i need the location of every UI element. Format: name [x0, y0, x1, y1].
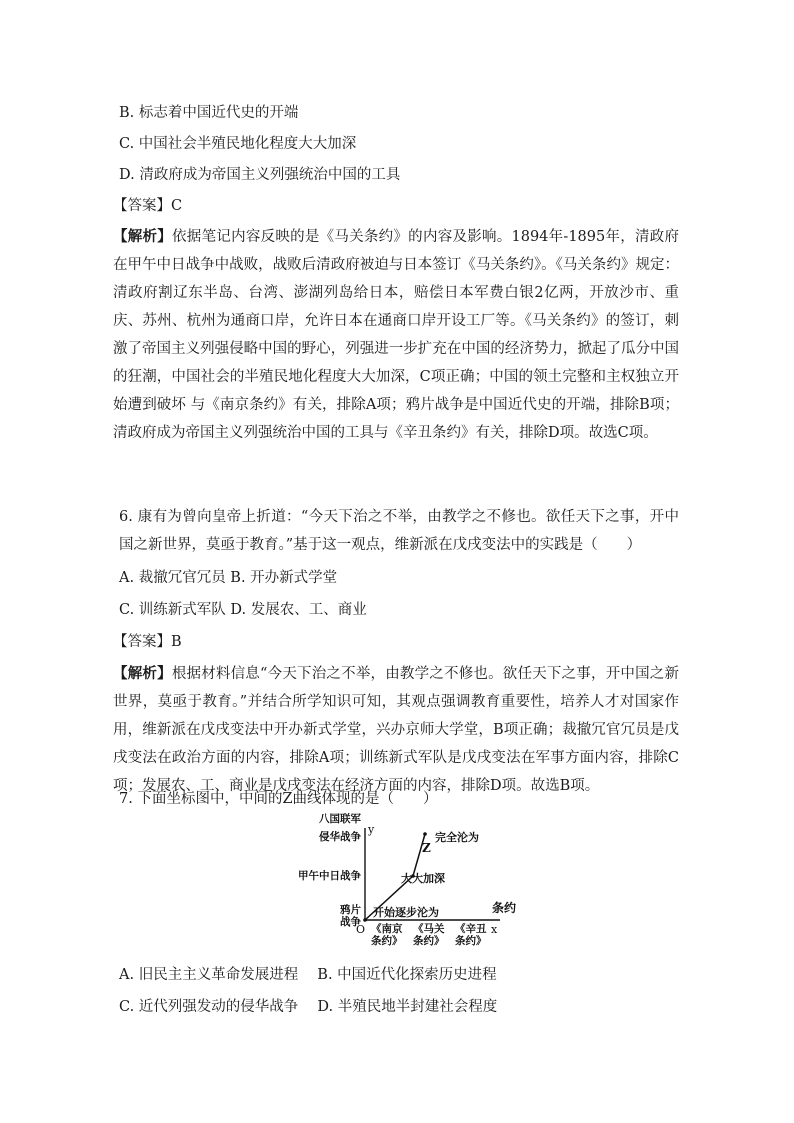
x-axis-letter: x — [491, 923, 498, 936]
curve-point-label-3: 完全沦为 — [435, 831, 479, 844]
q5-option-c: C. 中国社会半殖民地化程度大大加深 — [119, 136, 357, 152]
q5-analysis — [113, 223, 679, 447]
y-axis-label: y — [368, 823, 375, 836]
q7-options-ab: A. 旧民主主义革命发展进程 B. 中国近代化探索历史进程 — [119, 967, 497, 983]
q6-analysis-tag: 【解析】 — [113, 665, 172, 682]
curve-point-label-1: 开始逐步沦为 — [373, 906, 439, 919]
y-tick-label-3-1: 八国联军 — [319, 813, 361, 825]
x-tick-label-1-2: 条约》 — [371, 935, 403, 947]
curve-point-label-2: 大大加深 — [401, 872, 445, 885]
q7-options-cd: C. 近代列强发动的侵华战争 D. 半殖民地半封建社会程度 — [119, 999, 498, 1015]
q6-stem: 6. 康有为曾向皇帝上折道：“今天下治之不举，由教学之不修也。欲任天下之事，开中国之新世界，莫亟于教育。”基于这一观点，维新派在戊戌变法中的实践是（ ） — [119, 509, 679, 553]
q5-option-d: D. 清政府成为帝国主义列强统治中国的工具 — [119, 167, 401, 183]
y-tick-label-2-1: 甲午中日战争 — [298, 870, 361, 882]
q5-answer: 【答案】C — [113, 198, 183, 214]
curve-point-1 — [363, 918, 367, 922]
x-tick-label-3-2: 条约》 — [455, 935, 487, 947]
q6-analysis — [113, 660, 679, 800]
q5-analysis-tag: 【解析】 — [113, 228, 173, 245]
q5-analysis-text: 依据笔记内容反映的是《马关条约》的内容及影响。1894年-1895年，清政府在甲午中日战争中战败，战败后清政府被迫与日本签订《马关条约》。《马关条约》规定：清政府割辽东半岛、台湾、澎湖列岛给日本，赔偿日本军费白银2亿两，开放沙市、重庆、苏州、杭州为通商口岸，允许日本在通商口岸开设工厂等。《马关条约》的签订，刺激了帝国主义列强侵略中国的野心，列强进一步扩充在中国的经济势力，掀起了瓜分中国的狂潮，中国社会的半殖民地化程度大大加深，C项正确；中国的领土完整和主权独立开始遭到破坏 与《南京条约》有关，排除A项；鸦片战争是中国近代史的开端，排除B项；清政府成为帝国主义列强统治中国的工具与《辛丑条约》有关，排除D项。故选C项。 — [113, 229, 680, 441]
q7-stem: 7. 下面坐标图中，中间的Z曲线体现的是（ ） — [119, 791, 438, 807]
y-tick-label-3-2: 侵华战争 — [319, 831, 361, 843]
q6-analysis-text: 根据材料信息“今天下治之不举，由教学之不修也。欲任天下之事，开中国之新世界，莫亟于教育。”并结合所学知识可知，其观点强调教育重要性，培养人才对国家作用，维新派在戊戌变法中开办新式学堂，兴办京师大学堂，B项正确；裁撤冗官冗员是戊戌变法在政治方面的内容，排除A项；训练新式军队是戊戌变法在军事方面内容，排除C项；发展农、工、商业是戊戌变法在经济方面的内容，排除D项。故选B项。 — [113, 666, 680, 794]
curve-name-label: Z — [422, 841, 431, 855]
z-curve-chart — [268, 813, 538, 960]
q6-options-cd: C. 训练新式军队 D. 发展农、工、商业 — [119, 602, 367, 618]
x-tick-label-3-1: 《辛丑 — [455, 923, 487, 935]
origin-label: O — [356, 923, 366, 936]
x-tick-label-2-2: 条约》 — [413, 935, 445, 947]
x-tick-label-2-1: 《马关 — [413, 923, 445, 935]
x-tick-label-1-1: 《南京 — [371, 923, 403, 935]
q6-answer: 【答案】B — [113, 634, 182, 650]
curve-point-3 — [423, 832, 427, 836]
q5-option-b: B. 标志着中国近代史的开端 — [119, 105, 299, 121]
x-axis-label: 条约 — [492, 901, 517, 915]
y-tick-label-1-2: 战争 — [340, 916, 361, 928]
y-tick-label-1-1: 鸦片 — [340, 904, 361, 916]
q6-options-ab: A. 裁撤冗官冗员 B. 开办新式学堂 — [119, 570, 338, 586]
